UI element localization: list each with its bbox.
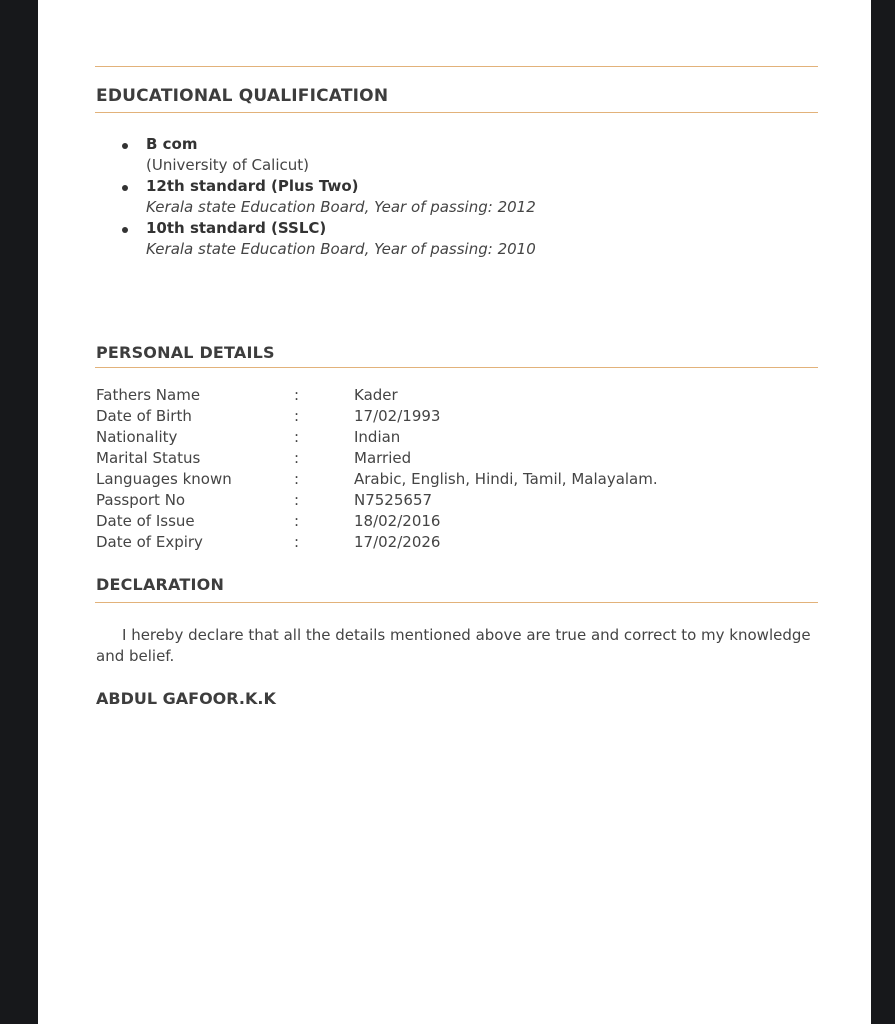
document-page — [38, 0, 871, 1024]
field-value: Married — [354, 449, 412, 467]
list-item — [96, 176, 536, 218]
table-row — [96, 491, 658, 512]
personal-details-divider — [95, 367, 818, 368]
field-separator: : — [294, 470, 300, 488]
qualification-detail: Kerala state Education Board, Year of passing: 2010 — [146, 240, 536, 258]
field-label: Marital Status — [96, 449, 201, 467]
declaration-text: I hereby declare that all the details mentioned above are true and correct to my knowledge and belief. — [96, 626, 811, 665]
field-value: N7525657 — [354, 491, 433, 509]
table-row — [96, 449, 658, 470]
bullet-icon — [122, 185, 128, 191]
field-label: Date of Issue — [96, 512, 195, 530]
personal-details-table — [96, 386, 658, 554]
field-label: Date of Expiry — [96, 533, 203, 551]
qualification-title: 12th standard (Plus Two) — [146, 177, 359, 195]
field-value: 17/02/2026 — [354, 533, 441, 551]
table-row — [96, 428, 658, 449]
field-separator: : — [294, 512, 300, 530]
field-separator: : — [294, 449, 300, 467]
table-row — [96, 407, 658, 428]
declaration-heading: DECLARATION — [96, 575, 225, 594]
qualification-title: 10th standard (SSLC) — [146, 219, 327, 237]
bullet-icon — [122, 227, 128, 233]
qualification-detail: (University of Calicut) — [146, 156, 310, 174]
field-value: Indian — [354, 428, 401, 446]
top-divider — [95, 66, 818, 67]
field-value: 17/02/1993 — [354, 407, 441, 425]
signature-name: ABDUL GAFOOR.K.K — [96, 689, 276, 708]
table-row — [96, 386, 658, 407]
field-value: 18/02/2016 — [354, 512, 441, 530]
field-value: Kader — [354, 386, 398, 404]
field-separator: : — [294, 491, 300, 509]
field-label: Nationality — [96, 428, 178, 446]
field-label: Passport No — [96, 491, 186, 509]
field-separator: : — [294, 407, 300, 425]
qualification-detail: Kerala state Education Board, Year of passing: 2012 — [146, 198, 536, 216]
list-item — [96, 218, 536, 260]
field-separator: : — [294, 428, 300, 446]
qualification-title: B com — [146, 135, 198, 153]
declaration-divider — [95, 602, 818, 603]
education-divider — [95, 112, 818, 113]
list-item — [96, 134, 536, 176]
bullet-icon — [122, 143, 128, 149]
table-row — [96, 533, 658, 554]
field-label: Fathers Name — [96, 386, 201, 404]
field-value: Arabic, English, Hindi, Tamil, Malayalam. — [354, 470, 658, 488]
field-label: Languages known — [96, 470, 232, 488]
field-separator: : — [294, 386, 300, 404]
education-heading: EDUCATIONAL QUALIFICATION — [96, 86, 389, 106]
table-row — [96, 470, 658, 491]
table-row — [96, 512, 658, 533]
education-list — [96, 134, 536, 260]
personal-details-heading: PERSONAL DETAILS — [96, 343, 275, 362]
field-separator: : — [294, 533, 300, 551]
field-label: Date of Birth — [96, 407, 192, 425]
